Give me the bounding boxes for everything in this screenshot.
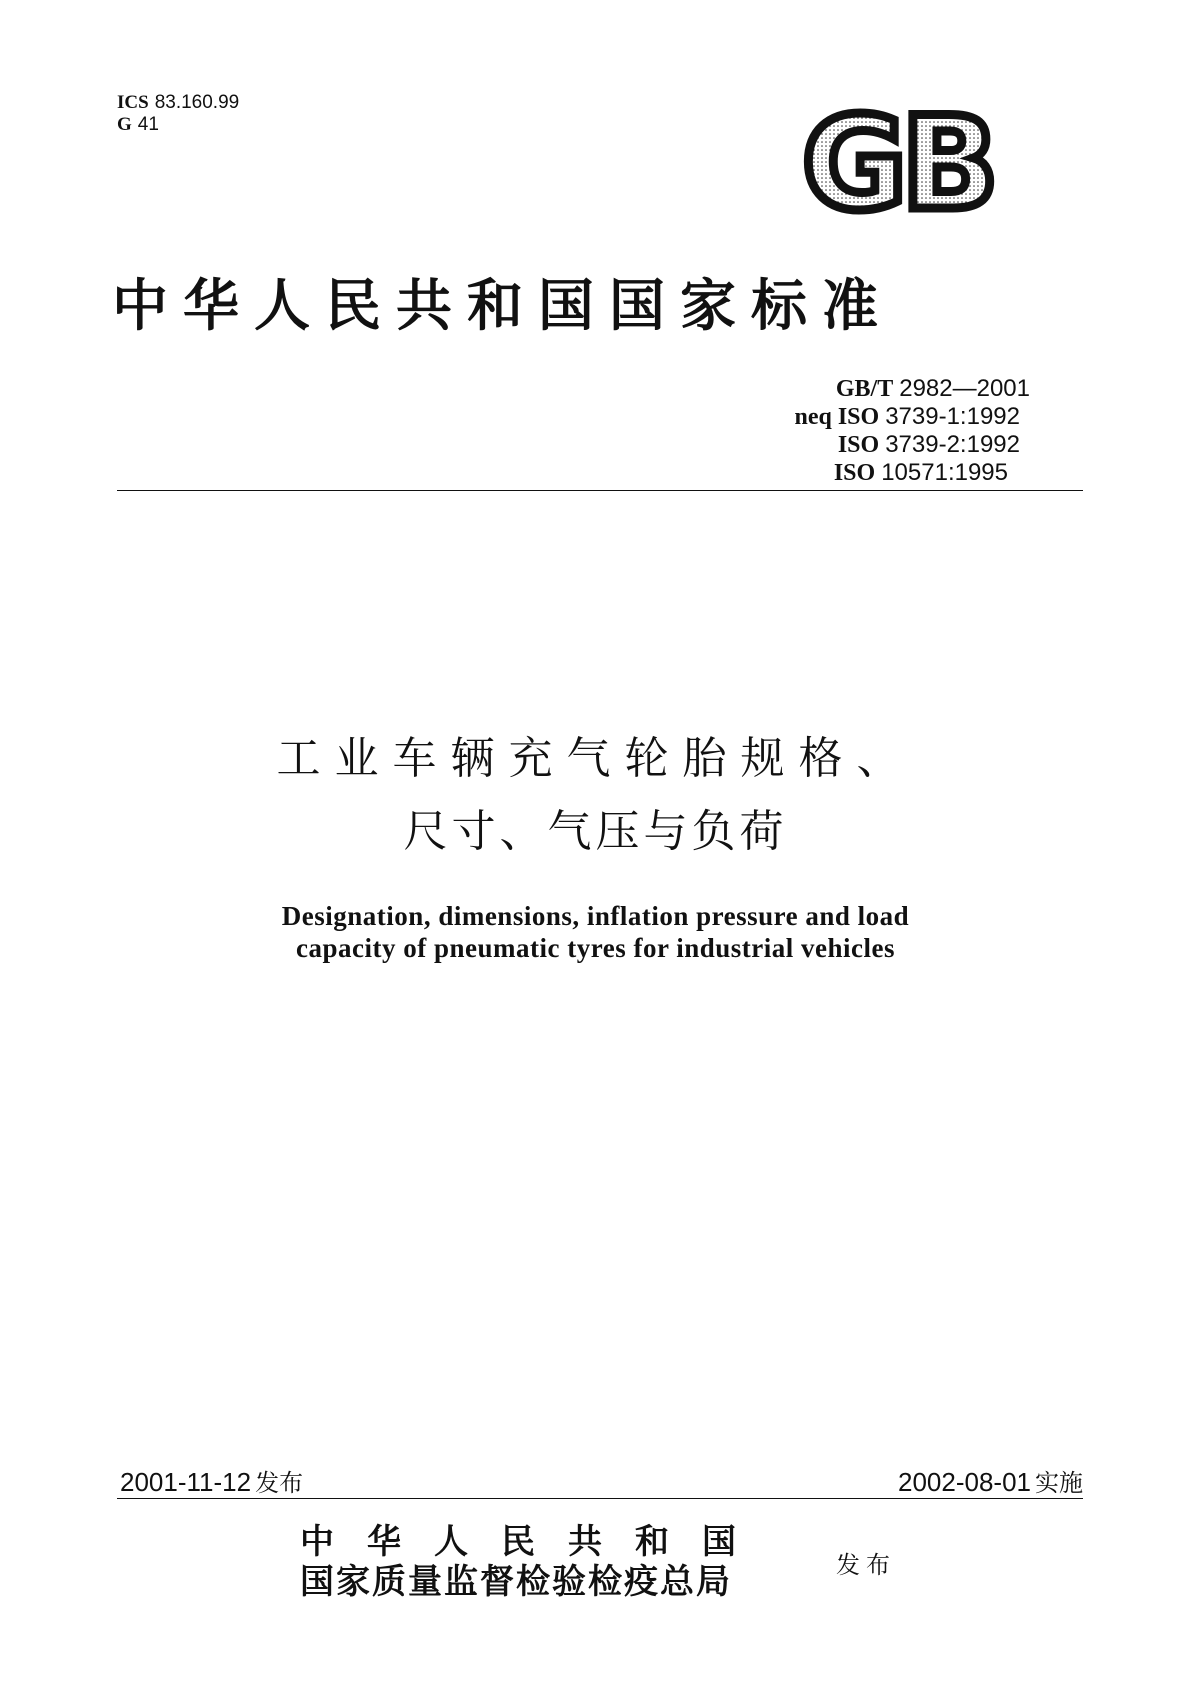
ccs-code-row <box>117 114 239 136</box>
implementation-date-value: 2002-08-01 <box>898 1467 1031 1497</box>
issue-date-suffix: 发布 <box>255 1470 304 1497</box>
ics-code-row <box>117 92 239 114</box>
en-title-line-1: Designation, dimensions, inflation pressure and load <box>281 901 910 931</box>
footer-divider <box>117 1498 1083 1499</box>
ccs-label: G <box>117 114 132 135</box>
iso-ref-row <box>700 403 1030 431</box>
issue-date-value: 2001-11-12 <box>120 1467 252 1497</box>
neq-label: neq <box>794 404 832 430</box>
iso-ref-prefix: ISO <box>837 404 880 430</box>
cn-title-line-1: 工业车辆充气轮胎规格、 <box>276 734 915 783</box>
issued-mark: 发布 <box>836 1552 896 1579</box>
cn-title-line-2: 尺寸、气压与负荷 <box>403 807 788 856</box>
classification-codes <box>117 92 239 136</box>
iso-ref-prefix: ISO <box>837 432 880 458</box>
iso-ref-prefix: ISO <box>833 460 876 486</box>
issuer-line-1: 中华人民共和国 <box>300 1524 769 1561</box>
gb-logo <box>800 108 1018 220</box>
standard-number-row <box>700 375 1030 403</box>
iso-ref-number: 10571:1995 <box>881 459 1008 486</box>
iso-ref-row <box>700 431 1030 459</box>
standard-number-prefix: GB/T <box>835 376 894 402</box>
iso-ref-number: 3739-2:1992 <box>885 431 1020 458</box>
implementation-date <box>898 1463 1083 1498</box>
iso-ref-row <box>700 459 1030 487</box>
standard-numbers <box>700 375 1030 487</box>
header-divider <box>117 490 1083 491</box>
ics-value: 83.160.99 <box>154 92 240 113</box>
standard-title: 中华人民共和国国家标准 <box>112 276 893 338</box>
ccs-value: 41 <box>137 114 159 135</box>
gb-logo-text: GB <box>802 108 993 220</box>
issuer-line-2: 国家质量监督检验检疫总局 <box>300 1564 732 1601</box>
ics-label: ICS <box>117 92 149 113</box>
issue-date <box>120 1463 303 1498</box>
implementation-date-suffix: 实施 <box>1035 1470 1083 1497</box>
en-title-line-2: capacity of pneumatic tyres for industrial vehicles <box>296 933 895 963</box>
iso-ref-number: 3739-1:1992 <box>885 403 1020 430</box>
standard-number: 2982—2001 <box>899 375 1030 402</box>
issuing-authority <box>300 1523 769 1603</box>
